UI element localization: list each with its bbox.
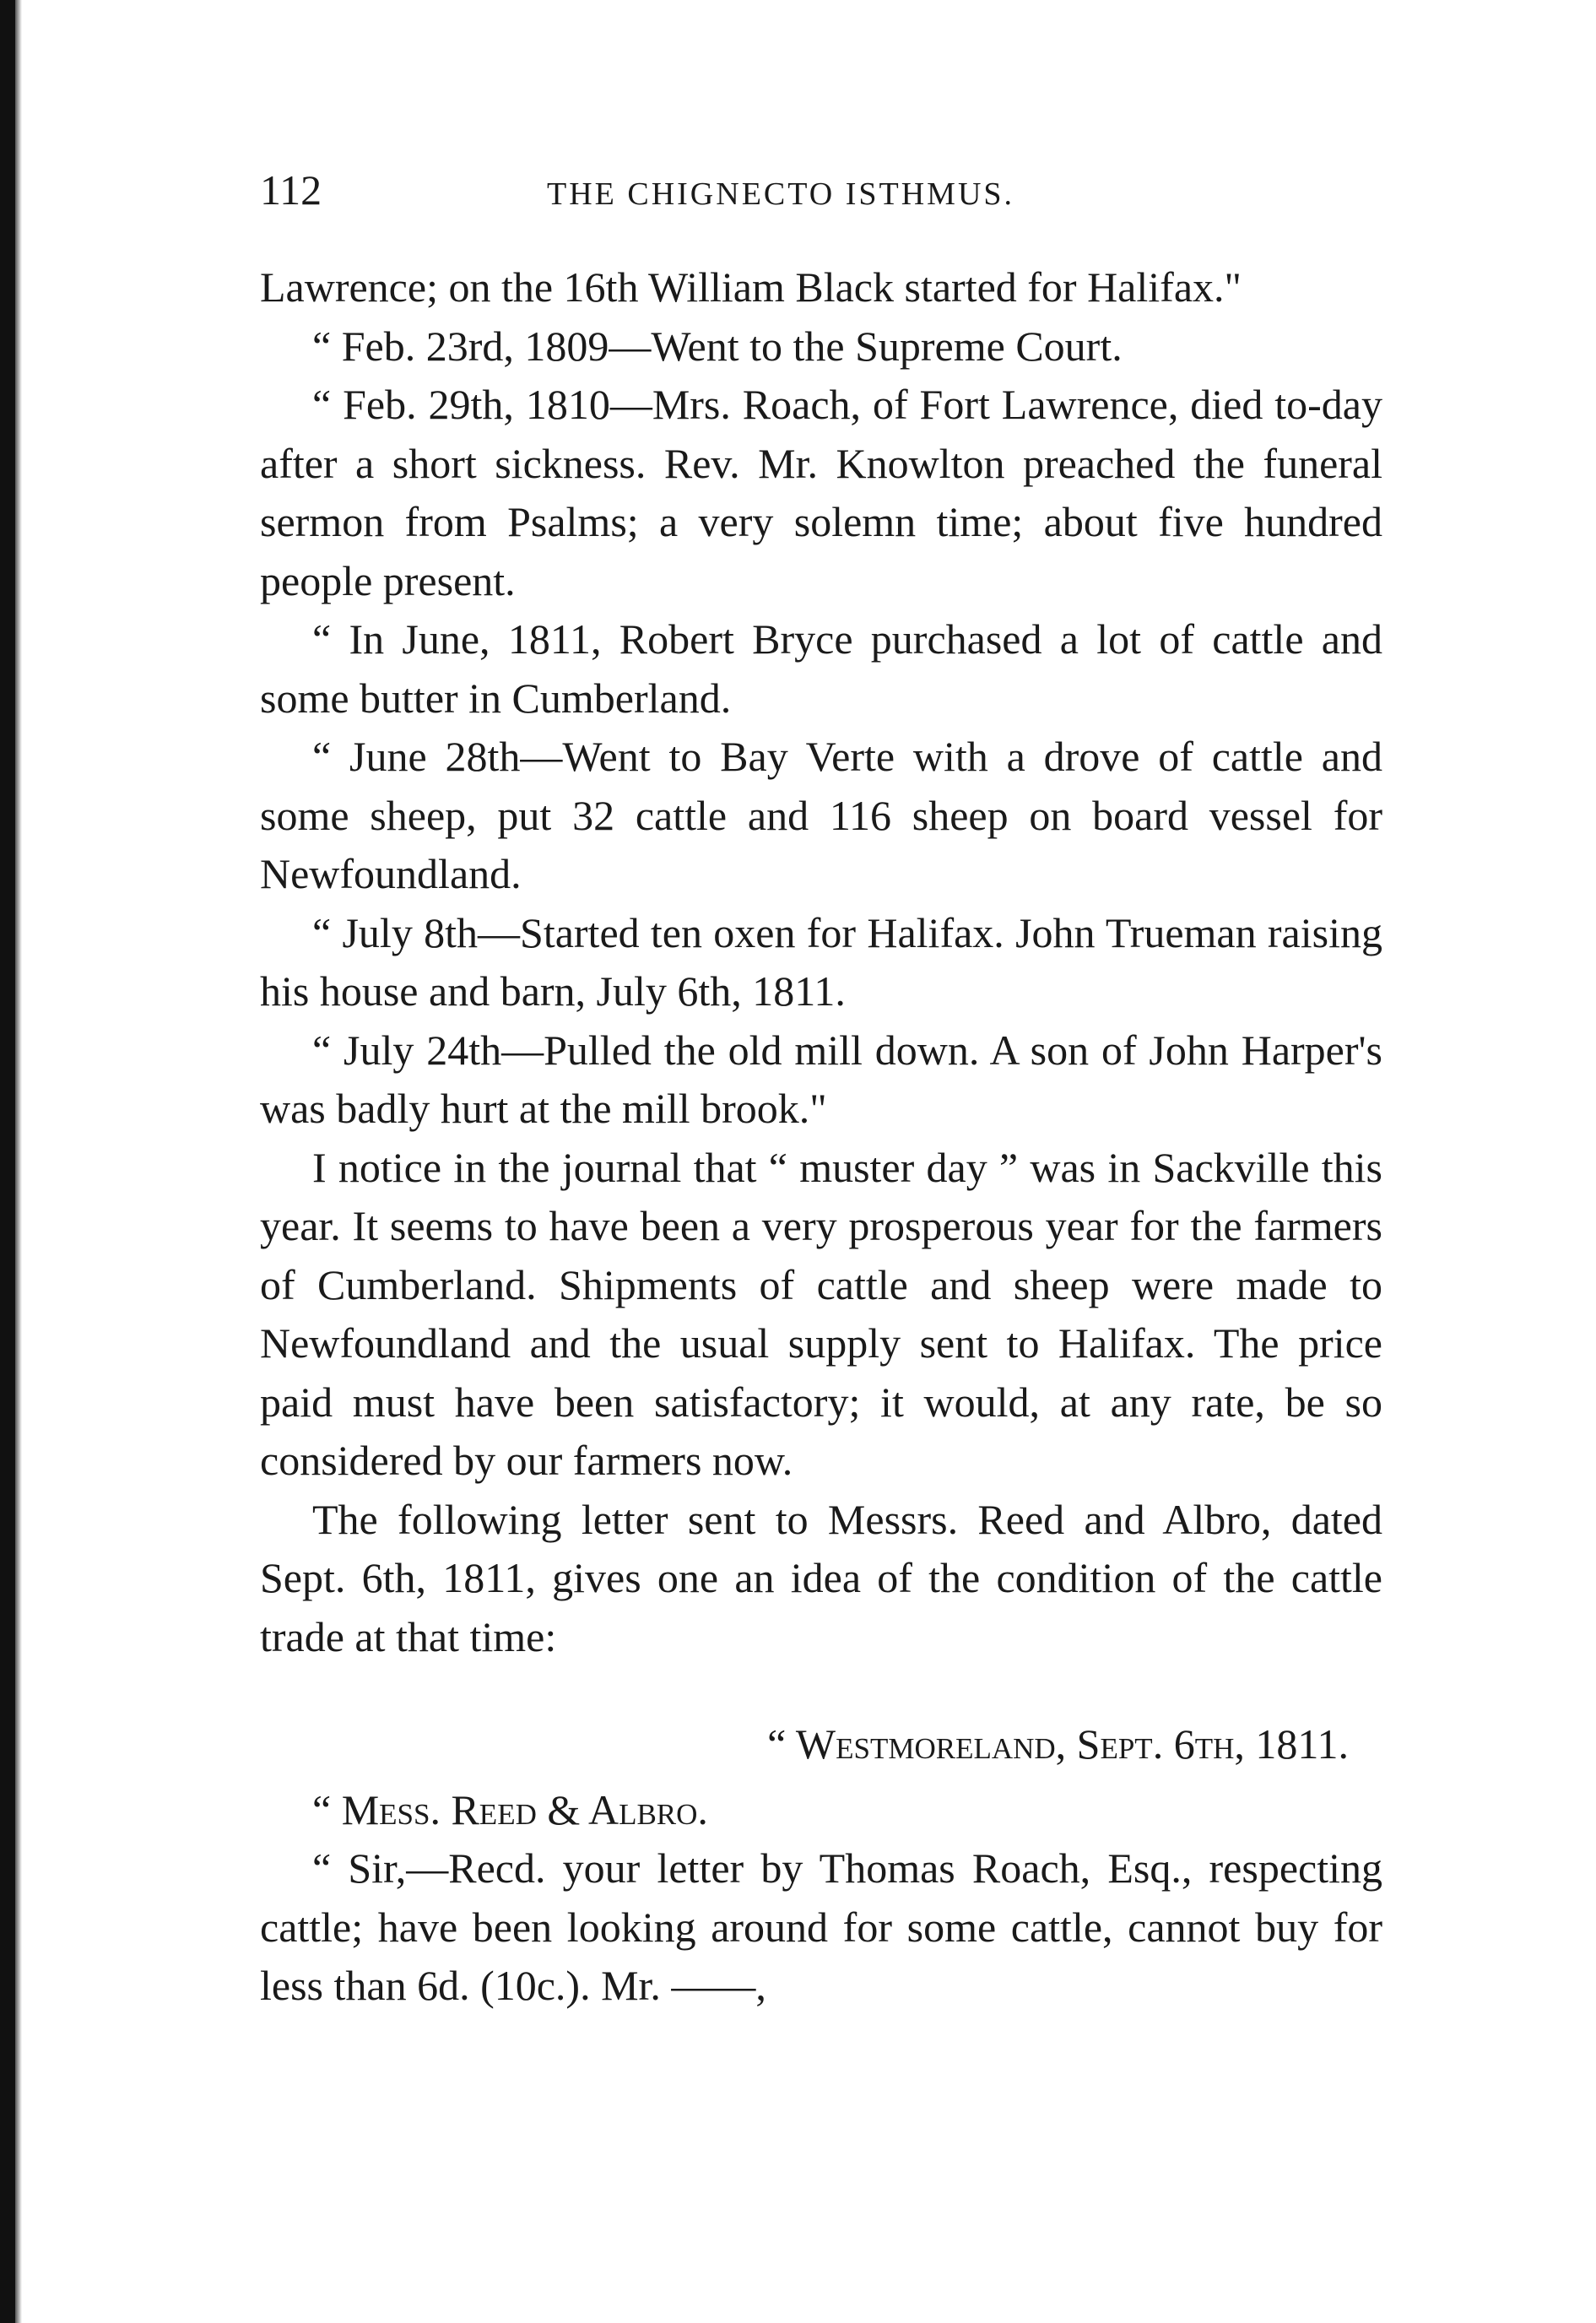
page-binding-shadow (15, 0, 22, 2323)
letter-salutation: “ Mess. Reed & Albro. (312, 1785, 708, 1833)
paragraph: I notice in the journal that “ muster day ” was in Sackville this year. It seems to have been a very prosperous year for the farmers of Cumberland. Shipments of cattle and sheep were made to Newfoundland and the usual supply sent to Halifax. The price paid must have been satisfactory; it would, at any rate, be so considered by our farmers now. (260, 1143, 1382, 1484)
paragraph: Lawrence; on the 16th William Black started for Halifax." (260, 263, 1242, 311)
paragraph: “ July 8th—Started ten oxen for Halifax. John Trueman raising his house and barn, July 6th, 1811. (260, 908, 1382, 1015)
letter-body: “ Sir,—Recd. your letter by Thomas Roach, Esq., respecting cattle; have been looking around for some cattle, cannot buy for less than 6d. (10c.). Mr. ——, (260, 1844, 1382, 2009)
running-title: THE CHIGNECTO ISTHMUS. (547, 176, 1015, 212)
paragraph: “ Feb. 29th, 1810—Mrs. Roach, of Fort Lawrence, died to-day after a short sickness. Rev. Mr. Knowlton preached the funeral sermon from Psalms; a very solemn time; about five hundred people present. (260, 381, 1382, 604)
paragraph: The following letter sent to Messrs. Reed and Albro, dated Sept. 6th, 1811, gives one an idea of the condition of the cattle trade at that time: (260, 1495, 1382, 1660)
paragraph: “ June 28th—Went to Bay Verte with a drove of cattle and some sheep, put 32 cattle and 116 sheep on board vessel for Newfoundland. (260, 733, 1382, 897)
body-text (260, 258, 1382, 1666)
paragraph: “ July 24th—Pulled the old mill down. A son of John Harper's was badly hurt at the mill brook." (260, 1026, 1382, 1132)
book-page (260, 165, 1382, 2016)
page-number: 112 (260, 166, 322, 214)
letter-dateline: “ Westmoreland, Sept. 6th, 1811. (767, 1720, 1349, 1768)
paragraph: “ Feb. 23rd, 1809—Went to the Supreme Court. (312, 322, 1123, 370)
paragraph: “ In June, 1811, Robert Bryce purchased a lot of cattle and some butter in Cumberland. (260, 615, 1382, 722)
running-header (260, 165, 1382, 225)
page-binding-edge (0, 0, 15, 2323)
